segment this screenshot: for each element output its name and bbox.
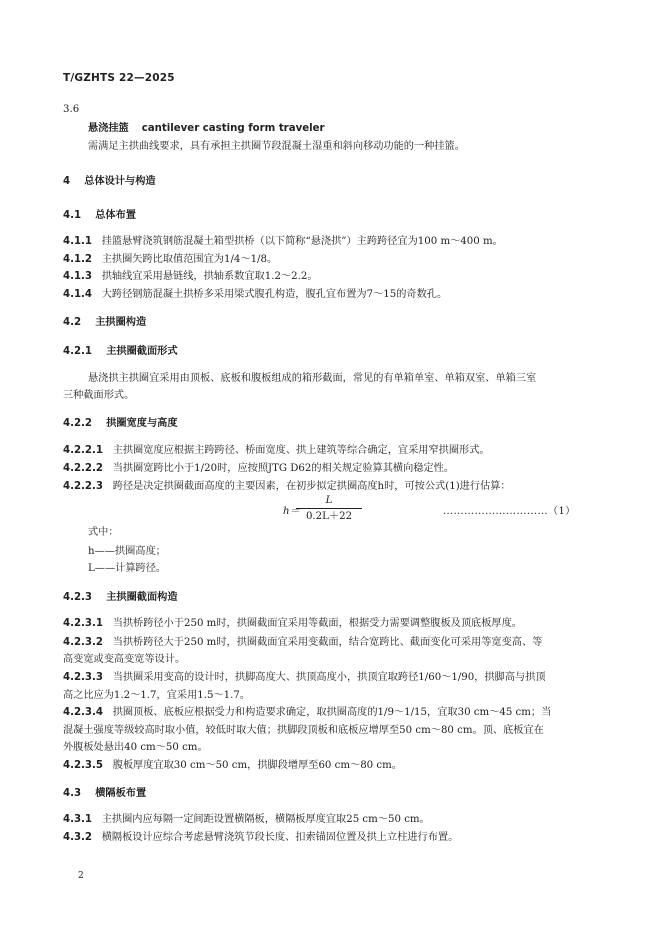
clause-number: 4.2.3.4 bbox=[63, 707, 103, 718]
section-heading bbox=[63, 787, 146, 801]
formula-variable: L——计算跨径。 bbox=[88, 563, 167, 574]
clause-number: 4.1.1 bbox=[63, 236, 93, 247]
term-entry bbox=[88, 122, 325, 136]
clause-number: 4.1.2 bbox=[63, 254, 93, 265]
subsection-title: 主拱圈截面形式 bbox=[106, 346, 178, 357]
clause-number: 4.1.4 bbox=[63, 289, 93, 300]
section-number: 4.3 bbox=[63, 788, 82, 799]
section-heading bbox=[63, 316, 146, 330]
term-english: cantilever casting form traveler bbox=[141, 123, 325, 134]
clause-text: 主拱圈矢跨比取值范围宜为1/4～1/8。 bbox=[101, 254, 278, 265]
clause-item bbox=[63, 813, 430, 827]
clause-text: 当拱圈采用变高的设计时，拱脚高度大、拱顶高度小，拱顶宜取跨径1/60～1/90，拱脚高与拱顶 bbox=[112, 672, 546, 683]
clause-text-cont: 高变宽或变高变宽等设计。 bbox=[63, 654, 186, 665]
subsection-heading bbox=[63, 345, 178, 359]
clause-number: 4.2.3.1 bbox=[63, 618, 103, 629]
formula-numerator: L bbox=[325, 495, 333, 506]
section-title: 总体布置 bbox=[95, 210, 136, 221]
chapter-number: 4 bbox=[63, 176, 71, 187]
clause-number: 4.3.1 bbox=[63, 814, 93, 825]
clause-item bbox=[63, 270, 318, 284]
clause-number: 4.2.3.3 bbox=[63, 672, 103, 683]
page-number: 2 bbox=[78, 871, 84, 881]
clause-text: 主拱圈宽度应根据主跨跨径、桥面宽度、拱上建筑等综合确定，宜采用窄拱圈形式。 bbox=[112, 445, 490, 456]
clause-text: 当拱桥跨径小于250 m时，拱圈截面宜采用等截面，根据受力需要调整腹板及顶底板厚度。 bbox=[112, 618, 522, 629]
clause-text-cont: 外腹板处悬出40 cm～50 cm。 bbox=[63, 742, 208, 753]
section-number: 4.1 bbox=[63, 210, 82, 221]
section-title: 主拱圈构造 bbox=[95, 317, 147, 328]
chapter-heading bbox=[63, 175, 156, 189]
clause-number: 4.2.3.5 bbox=[63, 760, 103, 771]
clause-item bbox=[63, 671, 546, 685]
subsection-heading bbox=[63, 417, 178, 431]
clause-item bbox=[63, 617, 522, 631]
clause-number: 4.2.2.1 bbox=[63, 445, 103, 456]
clause-item bbox=[63, 706, 551, 720]
paragraph-line: 三种截面形式。 bbox=[63, 390, 135, 401]
clause-text: 挂篮悬臂浇筑钢筋混凝土箱型拱桥（以下简称“悬浇拱”）主跨跨径宜为100 m～400 m。 bbox=[101, 236, 503, 247]
subsection-heading bbox=[63, 591, 178, 605]
formula-fraction bbox=[296, 494, 362, 523]
formula-variable: h——拱圈高度； bbox=[88, 546, 166, 557]
clause-item bbox=[63, 636, 542, 650]
formula-leader-dots: ………………………… bbox=[443, 506, 548, 517]
clause-number: 3.6 bbox=[63, 104, 80, 115]
formula-denominator: 0.2L＋22 bbox=[305, 511, 353, 522]
formula-lhs: h＝ bbox=[283, 506, 300, 517]
clause-text: 当拱圈宽跨比小于1/20时，应按照JTG D62的相关规定验算其横向稳定性。 bbox=[112, 463, 455, 474]
section-number: 4.2 bbox=[63, 317, 82, 328]
subsection-number: 4.2.1 bbox=[63, 346, 93, 357]
clause-number: 4.2.2.2 bbox=[63, 463, 103, 474]
clause-text-cont: 高之比应为1.2～1.7，宜采用1.5～1.7。 bbox=[63, 690, 251, 701]
clause-item bbox=[63, 253, 277, 267]
clause-text: 主拱圈内应每隔一定间距设置横隔板，横隔板厚度宜取25 cm～50 cm。 bbox=[101, 814, 430, 825]
clause-item bbox=[63, 288, 447, 302]
subsection-title: 拱圈宽度与高度 bbox=[106, 418, 178, 429]
term-chinese: 悬浇挂篮 bbox=[88, 123, 129, 134]
clause-text: 跨径是决定拱圈截面高度的主要因素，在初步拟定拱圈高度h时，可按公式(1)进行估算： bbox=[112, 481, 511, 492]
clause-item bbox=[63, 444, 490, 458]
paragraph-line: 悬浇拱主拱圈宜采用由顶板、底板和腹板组成的箱形截面，常见的有单箱单室、单箱双室、单箱三室 bbox=[88, 373, 537, 384]
clause-text: 拱圈顶板、底板应根据受力和构造要求确定，取拱圈高度的1/9～1/15，宜取30 cm～45 cm；当 bbox=[112, 707, 552, 718]
subsection-title: 主拱圈截面构造 bbox=[106, 592, 178, 603]
clause-text: 横隔板设计应综合考虑悬臂浇筑节段长度、扣索锚固位置及拱上立柱进行布置。 bbox=[101, 832, 459, 843]
clause-item bbox=[63, 480, 511, 494]
clause-number: 4.3.2 bbox=[63, 832, 93, 843]
section-title: 横隔板布置 bbox=[95, 788, 147, 799]
clause-text-cont: 混凝土强度等级较高时取小值，较低时取大值；拱脚段顶板和底板应增厚至50 cm～80 cm。顶、底板宜在 bbox=[63, 725, 544, 736]
clause-item bbox=[63, 235, 503, 249]
clause-item bbox=[63, 831, 458, 845]
section-heading bbox=[63, 209, 136, 223]
subsection-number: 4.2.3 bbox=[63, 592, 93, 603]
clause-text: 当拱桥跨径大于250 m时，拱圈截面宜采用变截面，结合宽跨比、截面变化可采用等宽变高、等 bbox=[112, 637, 543, 648]
term-definition: 需满足主拱曲线要求，具有承担主拱圈节段混凝土湿重和斜向移动功能的一种挂篮。 bbox=[88, 141, 465, 152]
equation-number: （1） bbox=[547, 506, 576, 517]
clause-number: 4.2.2.3 bbox=[63, 481, 103, 492]
clause-item bbox=[63, 759, 402, 773]
clause-text: 拱轴线宜采用悬链线，拱轴系数宜取1.2～2.2。 bbox=[101, 271, 318, 282]
fraction-bar bbox=[296, 508, 362, 509]
formula-where: 式中： bbox=[88, 527, 119, 538]
clause-item bbox=[63, 462, 454, 476]
clause-number: 4.1.3 bbox=[63, 271, 93, 282]
chapter-title: 总体设计与构造 bbox=[84, 176, 156, 187]
standard-code: T/GZHTS 22—2025 bbox=[63, 72, 175, 84]
subsection-number: 4.2.2 bbox=[63, 418, 93, 429]
clause-number: 4.2.3.2 bbox=[63, 637, 103, 648]
clause-text: 腹板厚度宜取30 cm～50 cm，拱脚段增厚至60 cm～80 cm。 bbox=[112, 760, 402, 771]
formula-number bbox=[443, 502, 576, 517]
clause-text: 大跨径钢筋混凝土拱桥多采用梁式腹孔构造，腹孔宜布置为7～15的奇数孔。 bbox=[101, 289, 448, 300]
